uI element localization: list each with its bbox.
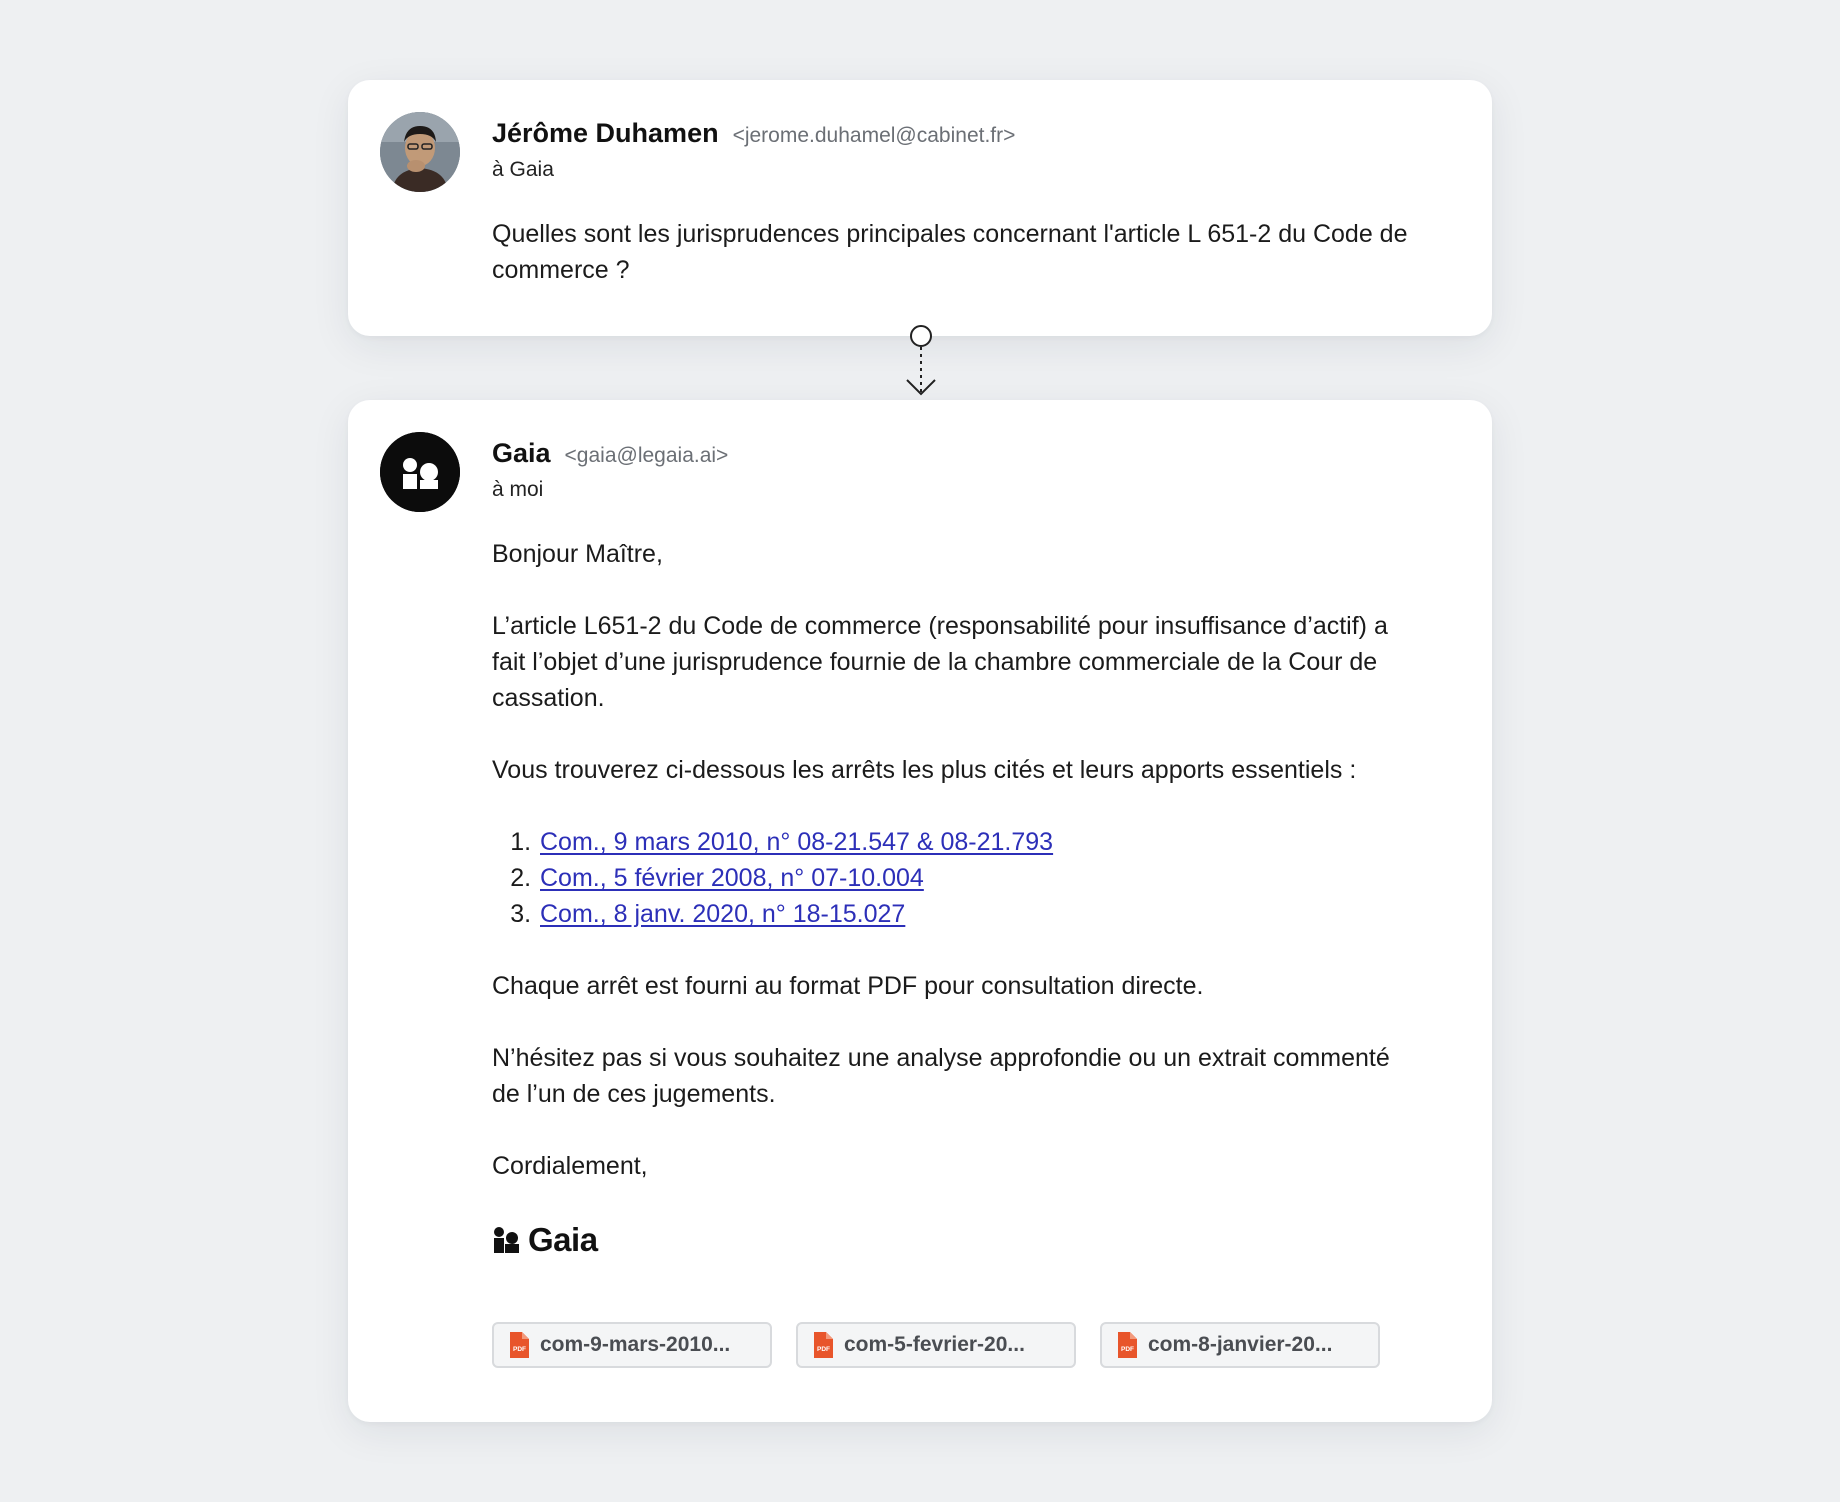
- question-body: [492, 216, 1412, 324]
- sender-line: [492, 438, 1452, 472]
- gaia-avatar: [380, 432, 460, 512]
- recipient: à moi: [492, 478, 544, 501]
- paragraph-1: L’article L651-2 du Code de commerce (responsabilité pour insuffisance d’actif) a fait l’objet d’une jurisprudence fournie de la chambre commerciale de la Cour de cassation.: [492, 612, 1388, 712]
- pdf-file-icon: [1116, 1331, 1138, 1359]
- case-link-3[interactable]: Com., 8 janv. 2020, n° 18-15.027: [540, 900, 906, 928]
- attachment-chip[interactable]: [492, 1322, 772, 1368]
- sender-email: <gaia@legaia.ai>: [564, 444, 729, 467]
- greeting: Bonjour Maître,: [492, 540, 663, 568]
- attachment-chip[interactable]: [1100, 1322, 1380, 1368]
- person-photo-icon: [380, 112, 460, 192]
- paragraph-4: N’hésitez pas si vous souhaitez une analyse approfondie ou un extrait commenté de l’un de ces jugements.: [492, 1044, 1390, 1108]
- closing: Cordialement,: [492, 1152, 648, 1180]
- pdf-badge: PDF: [817, 1346, 830, 1353]
- recipient: à Gaia: [492, 158, 554, 181]
- pdf-file-icon: [508, 1331, 530, 1359]
- attachment-name: com-8-janvier-20...: [1148, 1333, 1333, 1356]
- list-item: [538, 860, 1412, 896]
- attachment-chip[interactable]: [796, 1322, 1076, 1368]
- sender-email: <jerome.duhamel@cabinet.fr>: [732, 124, 1016, 147]
- pdf-badge: PDF: [513, 1346, 526, 1353]
- paragraph-3: Chaque arrêt est fourni au format PDF pour consultation directe.: [492, 972, 1204, 1000]
- case-link-2[interactable]: Com., 5 février 2008, n° 07-10.004: [540, 864, 924, 892]
- list-item: [538, 896, 1412, 932]
- sender-line: [492, 118, 1452, 152]
- answer-body: [492, 536, 1412, 1260]
- gaia-logo-icon: [492, 1226, 520, 1254]
- sender-name: Gaia: [492, 438, 551, 468]
- list-item: [538, 824, 1412, 860]
- paragraph-2: Vous trouverez ci-dessous les arrêts les plus cités et leurs apports essentiels :: [492, 756, 1357, 784]
- attachments: [492, 1322, 1380, 1368]
- answer-email-card: [348, 400, 1492, 1422]
- pdf-badge: PDF: [1121, 1346, 1134, 1353]
- answer-header: [492, 438, 1452, 502]
- signature-name: Gaia: [528, 1221, 598, 1258]
- gaia-logo-icon: [380, 432, 460, 512]
- case-link-1[interactable]: Com., 9 mars 2010, n° 08-21.547 & 08-21.793: [540, 828, 1054, 856]
- pdf-file-icon: [812, 1331, 834, 1359]
- question-text: Quelles sont les jurisprudences principales concernant l'article L 651-2 du Code de commerce ?: [492, 220, 1408, 284]
- attachment-name: com-9-mars-2010...: [540, 1333, 731, 1356]
- dotted-arrow-down-icon: [906, 322, 936, 400]
- sender-avatar: [380, 112, 460, 192]
- case-list: [492, 824, 1412, 932]
- attachment-name: com-5-fevrier-20...: [844, 1333, 1025, 1356]
- signature: [492, 1220, 1412, 1260]
- question-header: [492, 118, 1452, 182]
- sender-name: Jérôme Duhamen: [492, 118, 719, 148]
- question-email-card: [348, 80, 1492, 336]
